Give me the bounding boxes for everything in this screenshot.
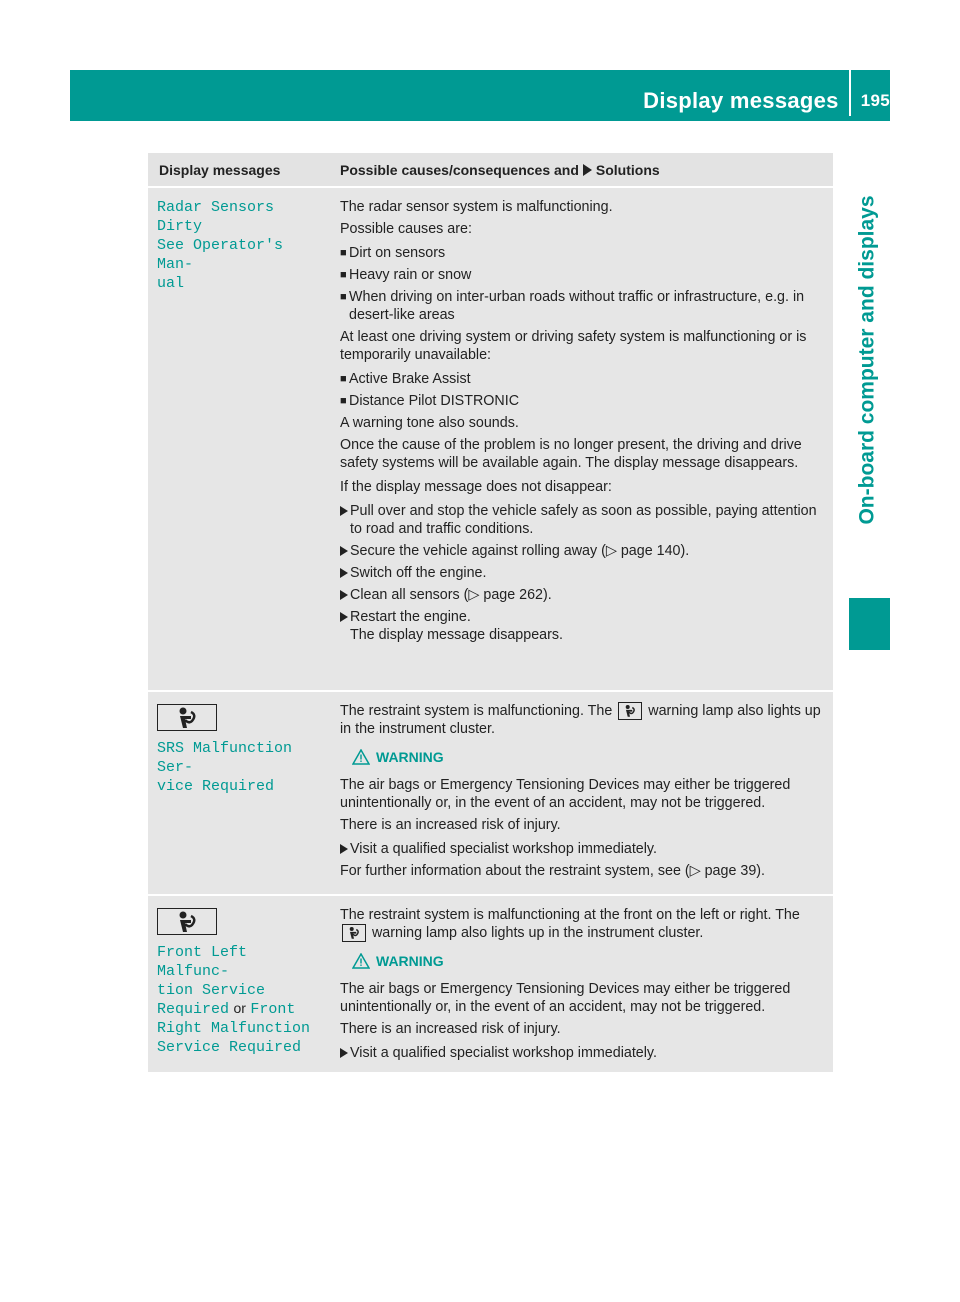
step-text: Pull over and stop the vehicle safely as soon as possible, paying attention to road and traffic conditions. xyxy=(350,503,817,537)
table-header xyxy=(148,153,833,186)
paragraph: The air bags or Emergency Tensioning Devices may either be triggered unintentionally or, in the event of an accident, may not be triggered. xyxy=(340,777,791,812)
step-item xyxy=(340,502,825,538)
step-arrow-icon xyxy=(340,612,350,626)
paragraph xyxy=(340,906,825,942)
paragraph: At least one driving system or driving safety system is malfunctioning or is temporarily unavailable: xyxy=(340,329,807,363)
step-arrow-icon xyxy=(340,590,350,604)
bullet-text: Dirt on sensors xyxy=(349,245,446,261)
display-messages-table xyxy=(148,153,833,1072)
column-header-messages: Display messages xyxy=(159,161,281,178)
message-line: Right Malfunction xyxy=(157,1020,311,1037)
step-text: Switch off the engine. xyxy=(350,565,487,581)
chapter-tab-marker xyxy=(849,598,890,650)
airbag-warning-icon xyxy=(342,924,366,942)
message-part: Required xyxy=(157,1001,230,1018)
message-cell xyxy=(148,188,330,690)
step-result: The display message disappears. xyxy=(350,627,563,643)
warning-triangle-icon xyxy=(352,953,370,969)
bullet-item xyxy=(340,266,825,284)
paragraph: There is an increased risk of injury. xyxy=(340,817,561,834)
text-part: warning lamp also lights up in the instrument cluster. xyxy=(340,703,821,738)
message-line: tion Service xyxy=(157,982,266,999)
warning-triangle-icon xyxy=(352,749,370,765)
step-arrow-icon xyxy=(340,506,350,538)
table-row xyxy=(148,894,833,1072)
step-item xyxy=(340,586,825,604)
or-connector: or xyxy=(233,1000,246,1016)
bullet-icon: ■ xyxy=(340,373,347,385)
page-number: 195 xyxy=(860,91,890,110)
paragraph: For further information about the restraint system, see (▷ page 39). xyxy=(340,863,766,880)
step-text: Clean all sensors (▷ page 262). xyxy=(350,587,552,603)
bullet-icon: ■ xyxy=(340,247,347,259)
paragraph: There is an increased risk of injury. xyxy=(340,1021,561,1038)
side-chapter-label xyxy=(846,130,890,590)
chapter-title: On-board computer and displays xyxy=(856,195,879,525)
paragraph: The air bags or Emergency Tensioning Devices may either be triggered unintentionally or, in the event of an accident, may not be triggered. xyxy=(340,981,791,1016)
paragraph: Possible causes are: xyxy=(340,221,472,237)
solution-cell xyxy=(330,896,833,1072)
bullet-icon: ■ xyxy=(340,291,347,303)
paragraph: If the display message does not disappear: xyxy=(340,479,612,495)
bullet-text: When driving on inter-urban roads without traffic or infrastructure, e.g. in desert-like areas xyxy=(349,289,805,323)
table-row xyxy=(148,690,833,894)
page-title: Display messages xyxy=(643,88,839,113)
step-text: Visit a qualified specialist workshop immediately. xyxy=(350,841,657,858)
step-text: Restart the engine. xyxy=(350,609,471,625)
message-line: Radar Sensors Dirty xyxy=(157,199,275,235)
paragraph: The radar sensor system is malfunctioning. xyxy=(340,199,613,215)
warning-label: WARNING xyxy=(376,953,444,970)
warning-heading xyxy=(352,952,825,970)
warning-heading xyxy=(352,748,825,766)
column-header-solutions-label: Solutions xyxy=(595,161,660,178)
bullet-item xyxy=(340,392,825,410)
bullet-item xyxy=(340,288,825,324)
message-line: See Operator's Man‐ xyxy=(157,237,284,273)
message-line: Service Required xyxy=(157,1039,302,1056)
text-part: The restraint system is malfunctioning at the front on the left or right. The xyxy=(340,907,800,923)
column-header-causes xyxy=(330,162,660,178)
paragraph xyxy=(340,702,825,738)
step-arrow-icon xyxy=(340,1048,350,1062)
text-part: The restraint system is malfunctioning. The xyxy=(340,703,613,719)
triangle-arrow-icon xyxy=(583,164,592,176)
step-arrow-icon xyxy=(340,844,350,858)
step-item xyxy=(340,840,825,858)
bullet-text: Heavy rain or snow xyxy=(349,267,472,283)
airbag-warning-icon xyxy=(157,704,217,731)
paragraph: Once the cause of the problem is no longer present, the driving and drive safety systems will be available again. The display message disappears. xyxy=(340,437,802,471)
warning-label: WARNING xyxy=(376,749,444,766)
step-item xyxy=(340,608,825,626)
message-line: Front Left Malfunc‐ xyxy=(157,944,248,980)
airbag-warning-icon xyxy=(618,702,642,720)
table-row xyxy=(148,186,833,690)
solution-cell xyxy=(330,692,833,894)
airbag-warning-icon xyxy=(157,908,217,935)
bullet-text: Distance Pilot DISTRONIC xyxy=(349,393,520,409)
bullet-icon: ■ xyxy=(340,395,347,407)
message-part: Front xyxy=(250,1001,296,1018)
message-line: vice Required xyxy=(157,778,275,795)
step-item xyxy=(340,542,825,560)
message-line: SRS Malfunction Ser‐ xyxy=(157,740,293,776)
message-cell xyxy=(148,896,330,1072)
paragraph: A warning tone also sounds. xyxy=(340,415,519,431)
step-arrow-icon xyxy=(340,568,350,582)
step-arrow-icon xyxy=(340,546,350,560)
message-line: ual xyxy=(157,275,185,292)
column-header-causes-label: Possible causes/consequences and xyxy=(340,161,579,178)
bullet-text: Active Brake Assist xyxy=(349,371,471,387)
solution-cell xyxy=(330,188,833,690)
bullet-icon: ■ xyxy=(340,269,347,281)
message-line xyxy=(157,1000,322,1019)
text-part: warning lamp also lights up in the instrument cluster. xyxy=(371,925,704,941)
bullet-item xyxy=(340,244,825,262)
step-item xyxy=(340,1044,825,1062)
bullet-item xyxy=(340,370,825,388)
step-text: Visit a qualified specialist workshop immediately. xyxy=(350,1045,657,1062)
message-cell xyxy=(148,692,330,894)
step-text: Secure the vehicle against rolling away (▷ page 140). xyxy=(350,543,690,559)
page-header xyxy=(643,86,890,116)
step-item xyxy=(340,564,825,582)
